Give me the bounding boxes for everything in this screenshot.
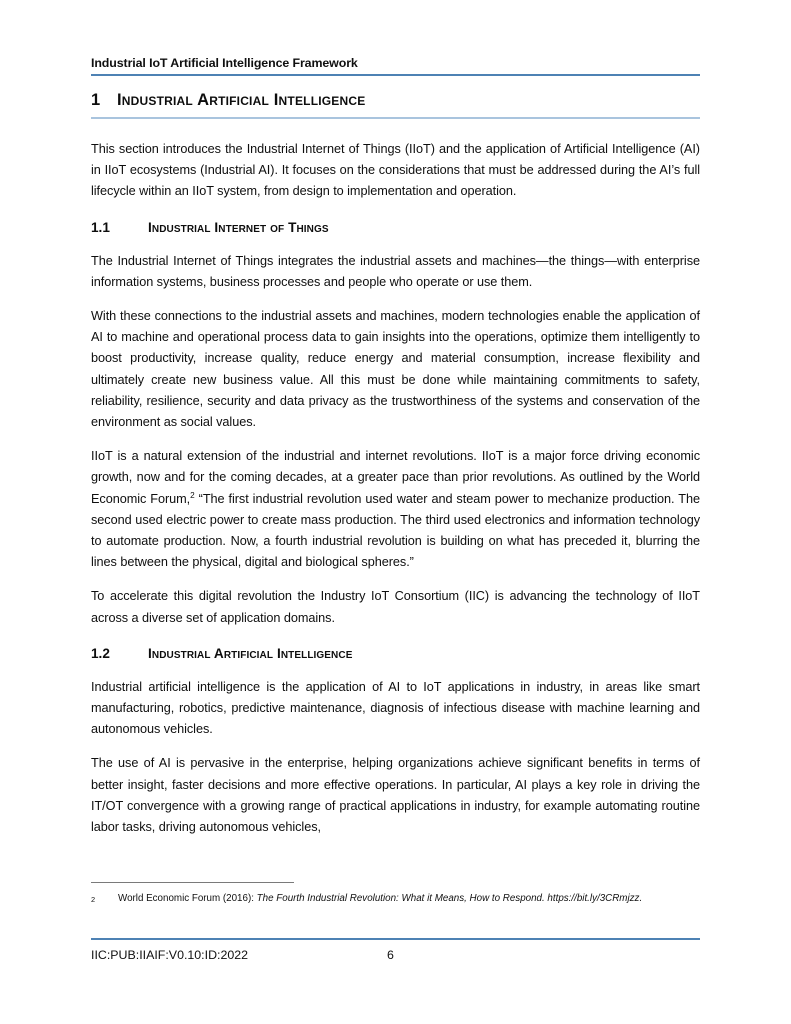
running-header-title: Industrial IoT Artificial Intelligence Framework [91, 56, 358, 70]
footnote-item [91, 891, 700, 908]
footnote-marker: 2 [91, 895, 96, 904]
section-1-intro-paragraph: This section introduces the Industrial Internet of Things (IIoT) and the application of Artificial Intelligence (AI) in IIoT ecosystems (Industrial AI). It focuses on the considerations that must be addressed during the AI’s full lifecycle within an IIoT system, from design to implementation and operation. [91, 142, 700, 199]
section-1-2-paragraph-2: The use of AI is pervasive in the enterprise, helping organizations achieve significant benefits in terms of better insight, faster decisions and more effective operations. In particular, AI plays a key role in driving the IT/OT convergence with a growing range of practical applications in industry, for example automating routine labor tasks, driving autonomous vehicles, [91, 756, 700, 835]
page-footer [91, 938, 700, 966]
footer-row [91, 946, 700, 966]
footnote-area [91, 882, 700, 908]
footnote-text-italic[interactable]: The Fourth Industrial Revolution: What it Means, How to Respond. https://bit.ly/3CRmjzz. [256, 893, 643, 904]
section-1-1-heading [91, 219, 700, 237]
section-1-heading-block [91, 90, 700, 119]
section-1-1-paragraph-1: The Industrial Internet of Things integrates the industrial assets and machines—the things—with enterprise information systems, business processes and people who operate or use them. [91, 253, 700, 289]
section-1-number: 1 [91, 91, 101, 109]
section-1-2-title: Industrial Artificial Intelligence [148, 645, 353, 661]
running-header [91, 55, 700, 76]
section-1-1-paragraph-4: To accelerate this digital revolution the Industry IoT Consortium (IIC) is advancing the technology of IIoT across a diverse set of application domains. [91, 589, 700, 625]
section-1-2-paragraph-1: Industrial artificial intelligence is the application of AI to IoT applications in industry, in areas like smart manufacturing, robotics, predictive maintenance, diagnosis of infectious disease with machine learning and autonomous vehicles. [91, 679, 700, 737]
section-1-2-heading [91, 645, 700, 663]
footer-page-number: 6 [387, 948, 394, 962]
document-body [91, 90, 700, 838]
section-1-1-number: 1.1 [91, 219, 110, 235]
footnote-text [118, 891, 700, 908]
section-1-1-paragraph-3-part-2: “The first industrial revolution used water and steam power to mechanize production. The second used electric power to create mass production. The third used electronics and information technology to automate production. Now, a fourth industrial revolution is building on what has preceded it, blurring the lines between the physical, digital and biological spheres.” [91, 491, 700, 570]
footnote-text-plain: World Economic Forum (2016): [118, 893, 257, 904]
section-1-heading [91, 90, 700, 111]
footer-document-id: IIC:PUB:IIAIF:V0.10:ID:2022 [91, 948, 249, 962]
section-1-1-paragraph-3 [91, 446, 700, 573]
section-1-1-title: Industrial Internet of Things [148, 219, 329, 235]
section-1-2-number: 1.2 [91, 645, 110, 661]
footnote-divider [91, 882, 294, 883]
footer-divider [91, 938, 700, 940]
section-1-title: Industrial Artificial Intelligence [117, 91, 366, 109]
section-1-1-paragraph-2: With these connections to the industrial assets and machines, modern technologies enable the application of AI to machine and operational process data to gain insights into the operations, optimize them intelligently to boost productivity, increase quality, reduce energy and material consumption, increase flexibility and ultimately create new business value. All this must be done while maintaining commitments to safety, reliability, resilience, security and data privacy as the trustworthiness of the systems and conservation of the environment as social values. [91, 309, 700, 430]
section-1-1-paragraph-3-part-1: IIoT is a natural extension of the industrial and internet revolutions. IIoT is a major force driving economic growth, now and for the coming decades, at a greater pace than prior revolutions. As outlined by the World Economic Forum, [91, 449, 700, 506]
header-divider [91, 74, 700, 76]
footnote-reference-marker[interactable]: 2 [190, 490, 195, 500]
